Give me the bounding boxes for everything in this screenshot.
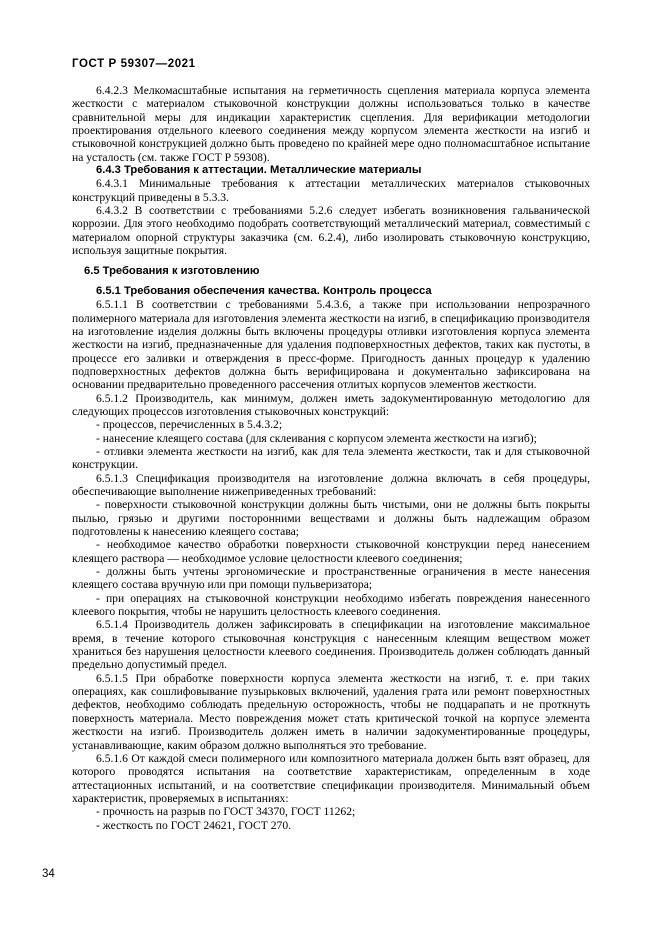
page-number: 34 xyxy=(42,868,55,880)
paragraph-6-5-1-5: 6.5.1.5 При обработке поверхности корпуса элемента жесткости на изгиб, т. е. при таких операциях, как сошлифовывание пузырьковых включений, удаления грата или ремонт поверхностных дефектов, необходимо соблюдать предельную осторожность, чтобы не подцарапать и не проткнуть поверхность материала. Место повреждения может стать критической точкой на корпусе элемента жесткости на изгиб. Производитель должен иметь в наличии задокументированные процедуры, устанавливающие, каким образом должно выполняться это требование. xyxy=(72,671,590,752)
list-item: - процессов, перечисленных в 5.4.3.2; xyxy=(96,418,283,432)
heading-6-5-1: 6.5.1 Требования обеспечения качества. Контроль процесса xyxy=(96,284,432,297)
list-item: - отливки элемента жесткости на изгиб, как для тела элемента жесткости, так и для стыковочной конструкции. xyxy=(72,444,590,472)
list-item: - при операциях на стыковочной конструкции необходимо избегать повреждения нанесенного клеевого покрытия, чтобы не нарушить целостность клеевого соединения. xyxy=(72,591,590,619)
paragraph-6-5-1-3: 6.5.1.3 Спецификация производителя на изготовление должна включать в себя процедуры, обеспечивающие выполнение нижеприведенных требований: xyxy=(72,471,590,498)
paragraph-6-5-1-4: 6.5.1.4 Производитель должен зафиксировать в спецификации на изготовление максимальное время, в течение которого стыковочная конструкция с нанесенным клеящим веществом может храниться без нарушения целостности клеевого соединения. Производитель должен соблюдать данный предельно допустимый предел. xyxy=(72,618,590,672)
list-item: - нанесение клеящего состава (для склеивания с корпусом элемента жесткости на изгиб); xyxy=(96,431,537,445)
paragraph-6-5-1-1: 6.5.1.1 В соответствии с требованиями 5.4.3.6, а также при использовании непрозрачного полимерного материала для изготовления элемента жесткости на изгиб, в спецификацию производителя на изготовление изделия должны быть включены процедуры отливки изготовления корпуса элемента жесткости на изгиб, предназначенные для удаления подповерхностных дефектов, таких как пустоты, в процессе его заливки и отверждения в пресс-форме. Пригодность данных процедур к удалению подповерхностных дефектов должна быть верифицирована и документально зафиксирована на основании предварительно проведенного рассечения отлитых корпусов элементов жесткости. xyxy=(72,298,590,392)
heading-6-4-3: 6.4.3 Требования к аттестации. Металлические материалы xyxy=(96,164,422,177)
heading-6-5: 6.5 Требования к изготовлению xyxy=(84,265,260,278)
list-item: - необходимое качество обработки поверхности стыковочной конструкции перед нанесением клеящего раствора — необходимое условие целостности клеевого соединения; xyxy=(72,538,590,565)
paragraph-6-5-1-2: 6.5.1.2 Производитель, как минимум, должен иметь задокументированную методологию для следующих процессов изготовления стыковочных конструкций: xyxy=(72,391,590,418)
list-item: - жесткость по ГОСТ 24621, ГОСТ 270. xyxy=(96,818,292,832)
document-body xyxy=(72,84,590,832)
list-item: - прочность на разрыв по ГОСТ 34370, ГОСТ 11262; xyxy=(96,805,356,819)
paragraph-6-4-2-3: 6.4.2.3 Мелкомасштабные испытания на герметичность сцепления материала корпуса элемента жесткости с материалом стыковочной конструкции должны использоваться только в качестве сравнительной меры для индикации характеристик сцепления. Для верификации методологии проектирования отдельного клеевого соединения между корпусом элемента жесткости на изгиб и стыковочной конструкцией должно быть проведено по крайней мере одно полномасштабное испытание на усталость (см. также ГОСТ Р 59308). xyxy=(72,84,590,164)
paragraph-6-4-3-2: 6.4.3.2 В соответствии с требованиями 5.2.6 следует избегать возникновения гальванической коррозии. Для этого необходимо подобрать соответствующий металлический материал, совместимый с материалом опорной структуры заказчика (см. 6.2.4), либо изолировать стыковочную конструкцию, используя защитные покрытия. xyxy=(72,204,590,258)
list-item: - должны быть учтены эргономические и пространственные ограничения в месте нанесения клеящего состава вручную или при помощи пульверизатора; xyxy=(72,565,590,592)
paragraph-6-4-3-1: 6.4.3.1 Минимальные требования к аттестации металлических материалов стыковочных конструкций приведены в 5.3.3. xyxy=(72,177,590,204)
spacer xyxy=(72,257,590,265)
page-header: ГОСТ Р 59307—2021 xyxy=(72,58,196,70)
list-item: - поверхности стыковочной конструкции должны быть чистыми, они не должны быть покрыты пылью, грязью и другими посторонними веществами и должны быть надлежащим образом подготовлены к нанесению клеящего состава; xyxy=(72,498,590,538)
paragraph-6-5-1-6: 6.5.1.6 От каждой смеси полимерного или композитного материала должен быть взят образец, для которого проводятся испытания на соответствие характеристикам, определенным в ходе аттестационных испытаний, и на соответствие спецификации производителя. Минимальный объем характеристик, проверяемых в испытаниях: xyxy=(72,751,590,805)
